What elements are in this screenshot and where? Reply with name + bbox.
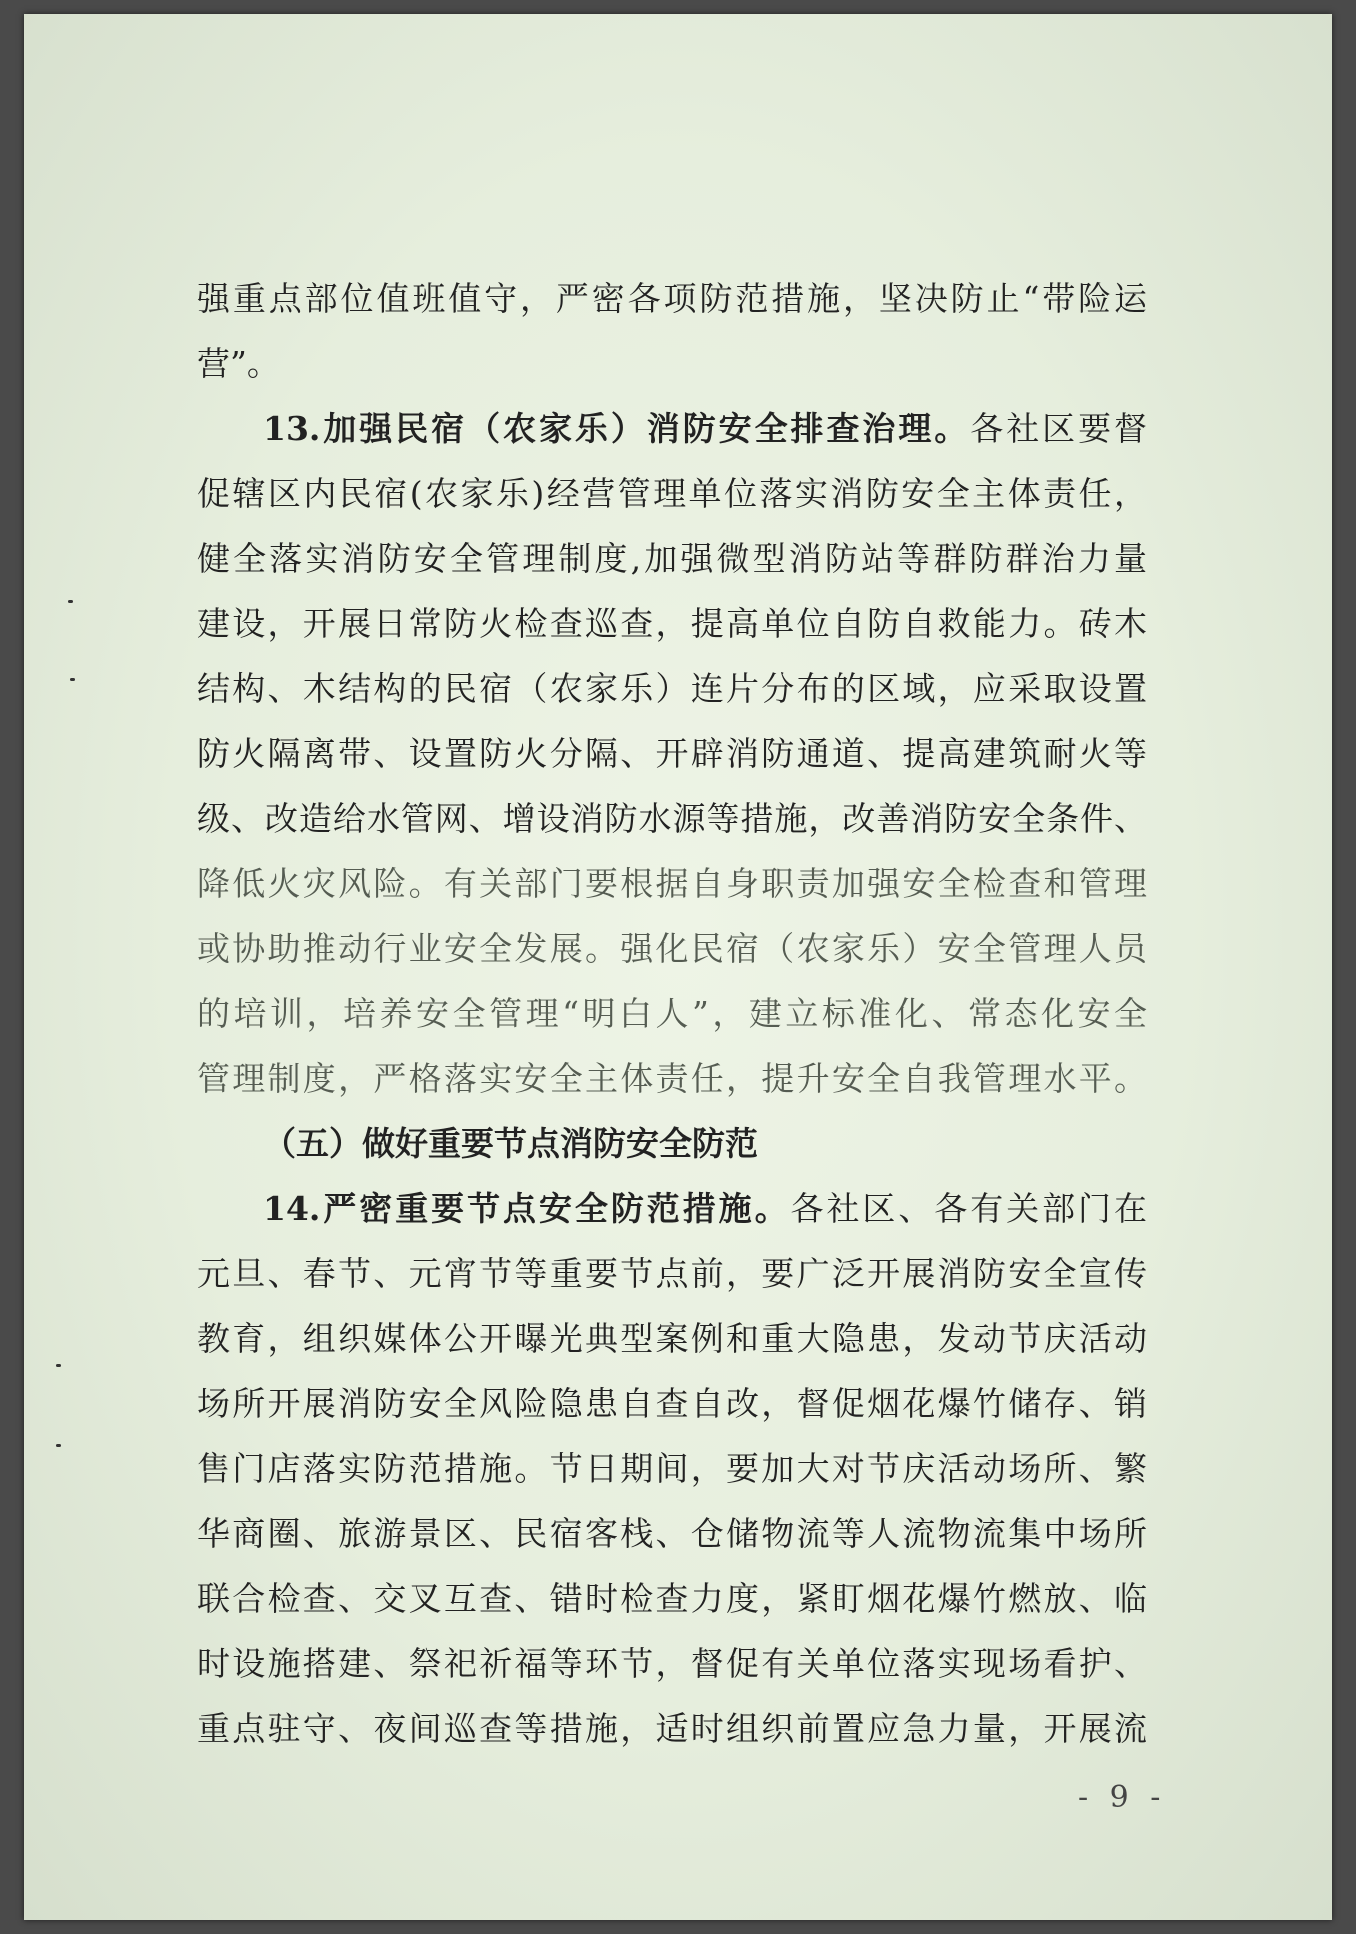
text-line: 健全落实消防安全管理制度,加强微型消防站等群防群治力量: [197, 539, 1147, 578]
text-line: 营”。: [197, 344, 280, 383]
text-line: 级、改造给水管网、增设消防水源等措施，改善消防安全条件、: [197, 799, 1147, 838]
text-line: 防火隔离带、设置防火分隔、开辟消防通道、提高建筑耐火等: [197, 734, 1147, 773]
text-line: 促辖区内民宿(农家乐)经营管理单位落实消防安全主体责任，: [197, 474, 1147, 513]
stray-mark: [68, 600, 73, 603]
text-span: 各社区要督: [970, 409, 1147, 448]
text-line: 华商圈、旅游景区、民宿客栈、仓储物流等人流物流集中场所: [197, 1514, 1147, 1553]
text-line: 时设施搭建、祭祀祈福等环节，督促有关单位落实现场看护、: [197, 1644, 1147, 1683]
paragraph-lead-line: [197, 396, 1147, 461]
text-span: 各社区、各有关部门在: [790, 1189, 1147, 1228]
text-line: 强重点部位值班值守，严密各项防范措施，坚决防止“带险运: [197, 279, 1147, 318]
stray-mark: [70, 678, 75, 681]
paragraph-continuation: [197, 266, 1147, 396]
text-line: 管理制度，严格落实安全主体责任，提升安全自我管理水平。: [197, 1059, 1147, 1098]
paragraph-item-14: [197, 1176, 1147, 1761]
stray-mark: [56, 1364, 61, 1367]
text-line: 降低火灾风险。有关部门要根据自身职责加强安全检查和管理: [197, 864, 1147, 903]
item-heading: 13.加强民宿（农家乐）消防安全排查治理。: [263, 409, 971, 448]
text-line: 元旦、春节、元宵节等重要节点前，要广泛开展消防安全宣传: [197, 1254, 1147, 1293]
text-line: 重点驻守、夜间巡查等措施，适时组织前置应急力量，开展流: [197, 1709, 1147, 1748]
text-line: 联合检查、交叉互查、错时检查力度，紧盯烟花爆竹燃放、临: [197, 1579, 1147, 1618]
text-line: 建设，开展日常防火检查巡查，提高单位自防自救能力。砖木: [197, 604, 1147, 643]
stray-mark: [56, 1444, 61, 1447]
document-body: [197, 266, 1147, 1761]
text-line: 或协助推动行业安全发展。强化民宿（农家乐）安全管理人员: [197, 929, 1147, 968]
paragraph-lead-line: [197, 1176, 1147, 1241]
text-line: 场所开展消防安全风险隐患自查自改，督促烟花爆竹储存、销: [197, 1384, 1147, 1423]
paragraph-item-13: [197, 396, 1147, 1111]
text-line: 的培训，培养安全管理“明白人”，建立标准化、常态化安全: [197, 994, 1147, 1033]
text-line: 售门店落实防范措施。节日期间，要加大对节庆活动场所、繁: [197, 1449, 1147, 1488]
text-line: 教育，组织媒体公开曝光典型案例和重大隐患，发动节庆活动: [197, 1319, 1147, 1358]
text-line: 结构、木结构的民宿（农家乐）连片分布的区域，应采取设置: [197, 669, 1147, 708]
section-heading: （五）做好重要节点消防安全防范: [263, 1124, 758, 1163]
item-heading: 14.严密重要节点安全防范措施。: [263, 1189, 791, 1228]
page-number: - 9 -: [1078, 1780, 1167, 1815]
